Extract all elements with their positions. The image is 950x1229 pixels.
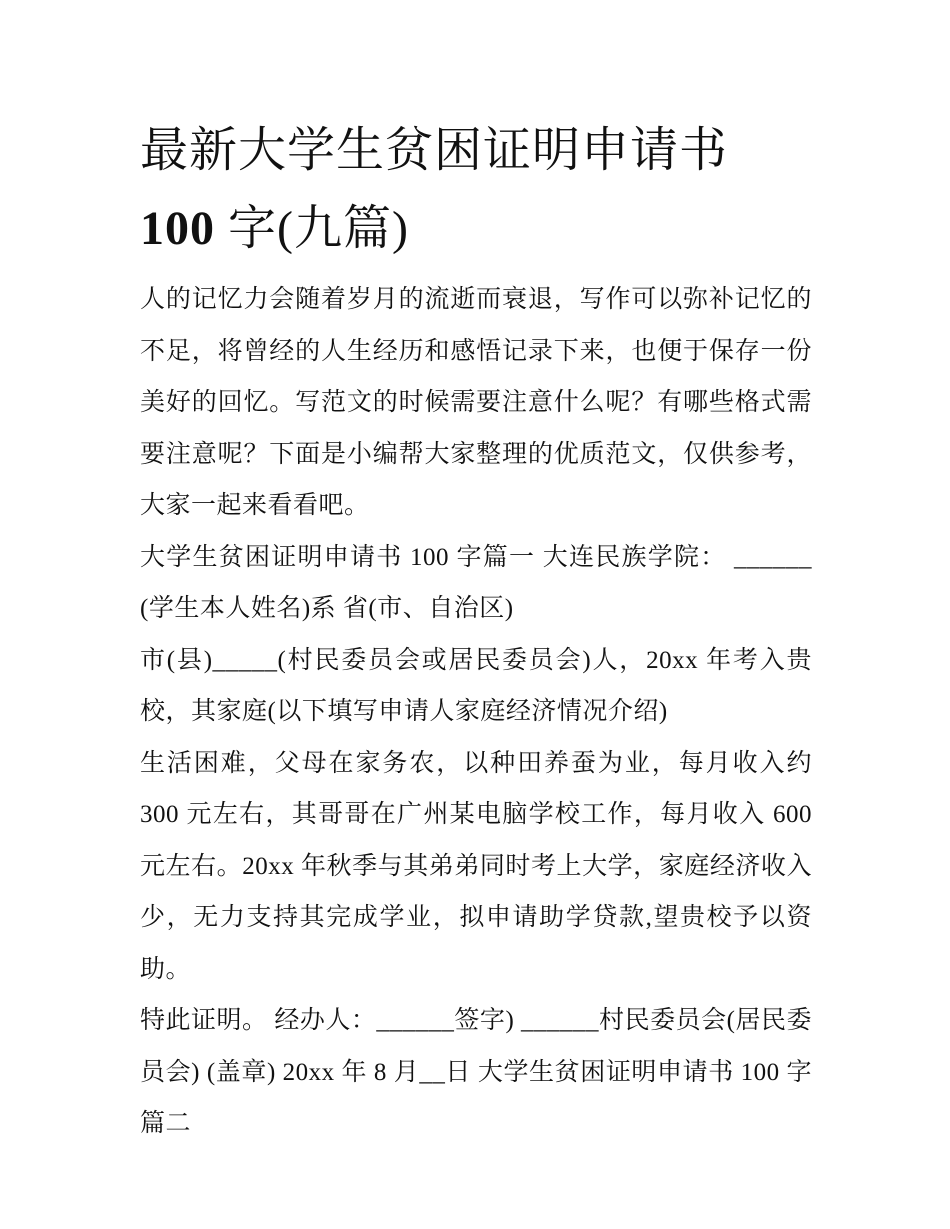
- paragraph-family-situation: 生活困难，父母在家务农，以种田养蚕为业，每月收入约 300 元左右，其哥哥在广州某电脑学校工作，每月收入 600 元左右。20xx 年秋季与其弟弟同时考上大学，家庭经济收入少，无力支持其完成学业，拟申请助学贷款,望贵校予以资助。: [140, 749, 812, 983]
- title-line-2: 100 字(九篇): [140, 202, 409, 255]
- document-body: [140, 274, 812, 1150]
- paragraph-intro: 人的记忆力会随着岁月的流逝而衰退，写作可以弥补记忆的不足，将曾经的人生经历和感悟记录下来，也便于保存一份美好的回忆。写范文的时候需要注意什么呢？有哪些格式需要注意呢？下面是小编帮大家整理的优质范文，仅供参考，大家一起来看看吧。: [140, 286, 812, 519]
- title-number: 100: [140, 202, 215, 255]
- paragraph-letter-opening: 大学生贫困证明申请书 100 字篇一 大连民族学院： ______ (学生本人姓名)系 省(市、自治区): [140, 543, 812, 622]
- document-title: [140, 112, 820, 268]
- paragraph-certification: 特此证明。 经办人：______签字) ______村民委员会(居民委员会) (盖章) 20xx 年 8 月__日 大学生贫困证明申请书 100 字篇二: [140, 1007, 812, 1137]
- title-line-1: 最新大学生贫困证明申请书: [140, 124, 729, 177]
- paragraph-residence: 市(县)_____(村民委员会或居民委员会)人，20xx 年考入贵校，其家庭(以下填写申请人家庭经济情况介绍): [140, 646, 812, 725]
